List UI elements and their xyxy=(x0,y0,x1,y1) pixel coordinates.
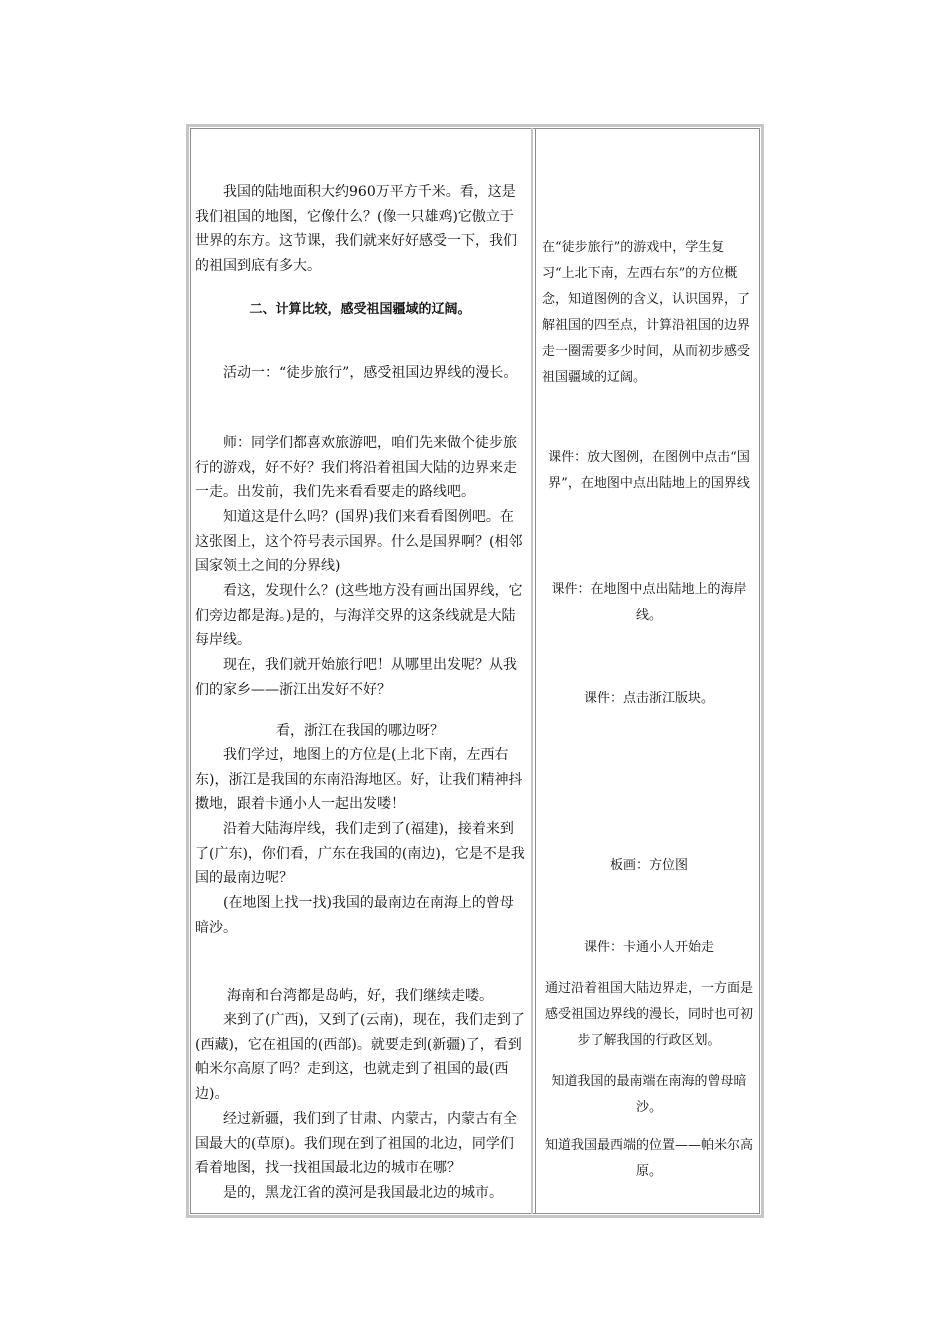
directions-paragraph: 我们学过，地图上的方位是(上北下南，左西右东)，浙江是我国的东南沿海地区。好，让我们精神抖擞地，跟着卡通小人一起出发喽！ xyxy=(195,747,523,812)
start-journey-paragraph: 现在，我们就开始旅行吧！从哪里出发呢？从我们的家乡——浙江出发好不好？ xyxy=(195,657,517,698)
lesson-plan-table xyxy=(186,124,764,1218)
islands-paragraph: 海南和台湾都是岛屿，好，我们继续走喽。 xyxy=(227,988,493,1004)
intro-paragraph: 我国的陆地面积大约960万平方千米。看，这是我们祖国的地图，它像什么？(像一只雄鸡)它傲立于世界的东方。这节课，我们就来好好感受一下，我们的祖国到底有多大。 xyxy=(195,184,517,274)
northernmost-city-paragraph: 是的，黑龙江省的漠河是我国最北边的城市。 xyxy=(223,1185,503,1201)
intent-note-border-walk: 通过沿着祖国大陆边界走，一方面是感受祖国边界线的漫长，同时也可初步了解我国的行政区划。 xyxy=(544,981,753,1048)
coast-walk-paragraph: 沿着大陆海岸线，我们走到了(福建)，接着来到了(广东)，你们看，广东在我国的(南边)，它是不是我国的最南边呢？ xyxy=(195,821,525,886)
border-legend-paragraph: 知道这是什么吗？(国界)我们来看看图例吧。在这张图上，这个符号表示国界。什么是国界啊？(相邻国家领土之间的分界线) xyxy=(195,509,523,574)
courseware-note-zhejiang: 课件：点击浙江版块。 xyxy=(583,691,714,706)
activity-title: 活动一：“徒步旅行”，感受祖国边界线的漫长。 xyxy=(223,365,518,381)
intent-note-travel-game: 在“徒步旅行”的游戏中，学生复习“上北下南，左西右东”的方位概念，知道图例的含义，认识国界，了解祖国的四至点，计算沿祖国的边界走一圈需要多少时间，从而初步感受祖国疆域的辽阔。 xyxy=(542,240,751,385)
board-note-direction-map: 板画：方位图 xyxy=(609,858,688,873)
courseware-note-coastline: 课件：在地图中点出陆地上的海岸线。 xyxy=(551,582,747,623)
intent-note-southernmost: 知道我国的最南端在南海的曾母暗沙。 xyxy=(551,1074,747,1115)
coastline-paragraph: 看这，发现什么？(这些地方没有画出国界线，它们旁边都是海。)是的，与海洋交界的这条线就是大陆每岸线。 xyxy=(195,583,523,648)
westward-paragraph: 来到了(广西)，又到了(云南)，现在，我们走到了(西藏)，它在祖国的(西部)。就要走到(新疆)了，看到帕米尔高原了吗？走到这，也就走到了祖国的最(西边)。 xyxy=(195,1012,525,1102)
section-heading: 二、计算比较，感受祖国疆域的辽阔。 xyxy=(249,302,471,317)
southernmost-paragraph: (在地图上找一找)我国的最南边在南海上的曾母暗沙。 xyxy=(195,895,514,936)
courseware-note-legend: 课件：放大图例，在图例中点击“国界”，在地图中点出陆地上的国界线 xyxy=(548,450,750,491)
zhejiang-question: 看，浙江在我国的哪边呀？ xyxy=(276,723,444,739)
column-divider xyxy=(531,128,536,1214)
teacher-paragraph: 师：同学们都喜欢旅游吧，咱们先来做个徒步旅行的游戏，好不好？我们将沿着祖国大陆的边界来走一走。出发前，我们先来看看要走的路线吧。 xyxy=(195,435,517,500)
intent-note-westernmost: 知道我国最西端的位置——帕米尔高原。 xyxy=(544,1138,753,1179)
northward-paragraph: 经过新疆，我们到了甘肃、内蒙古，内蒙古有全国最大的(草原)。我们现在到了祖国的北边，同学们看着地图，找一找祖国最北边的城市在哪？ xyxy=(195,1111,517,1176)
courseware-note-cartoon-walk: 课件：卡通小人开始走 xyxy=(583,940,714,955)
